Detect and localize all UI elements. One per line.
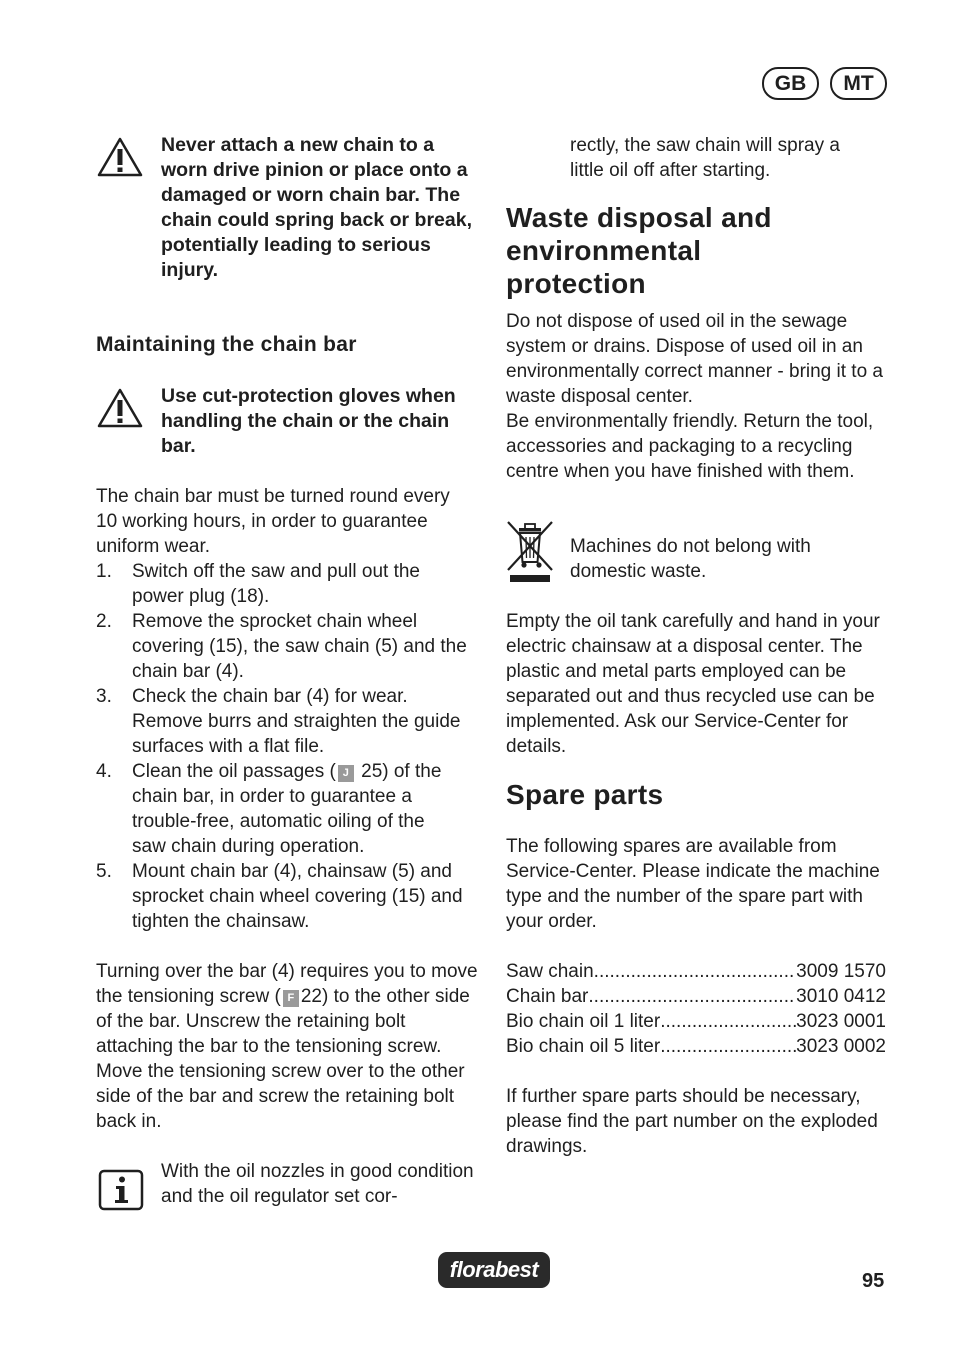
turning-text-post: 22) to the other side of the bar. Unscrew the retaining bolt attaching the bar to the tensioning screw. Move the tensioning screw over to the other side of the bar and screw the retaining bolt back in. xyxy=(96,986,470,1132)
turning-text-pre: Turning over the bar (4) requires you to move the tensioning screw ( xyxy=(96,961,478,1007)
waste-paragraph-1: Do not dispose of used oil in the sewage system or drains. Dispose of used oil in an environmentally correct manner - bring it to a waste disposal center. xyxy=(506,311,883,407)
list-item xyxy=(96,559,486,609)
section-heading-waste-disposal: Waste disposal and environmental protection xyxy=(506,202,772,299)
warning-icon xyxy=(97,387,143,429)
list-item-text: Check the chain bar (4) for wear. Remove burrs and straighten the guide surfaces with a flat file. xyxy=(132,686,461,757)
spare-part-number: 3023 0002 xyxy=(796,1036,886,1057)
section-heading-chain-bar: Maintaining the chain bar xyxy=(96,333,357,356)
bin-note-text: Machines do not belong with domestic waste. xyxy=(570,536,811,582)
warning-text-chain: Never attach a new chain to a worn drive pinion or place onto a damaged or worn chain bar. The chain could spring back or break, potentially leading to serious injury. xyxy=(161,134,473,281)
list-item xyxy=(96,609,486,684)
list-item xyxy=(96,859,486,934)
turning-bar-paragraph xyxy=(96,959,478,1134)
list-item xyxy=(96,684,486,759)
spare-part-number: 3010 0412 xyxy=(796,986,886,1007)
list-number: 1. xyxy=(96,561,112,582)
spare-part-number: 3009 1570 xyxy=(796,961,886,982)
list-number: 2. xyxy=(96,611,112,632)
leader-dots xyxy=(588,984,796,1009)
crossed-out-bin-icon xyxy=(504,520,556,586)
figure-ref-badge: F xyxy=(283,990,299,1007)
list-number: 4. xyxy=(96,761,112,782)
waste-paragraph-3: Empty the oil tank carefully and hand in your electric chainsaw at a disposal center. The plastic and metal parts employed can be separated out and thus recycled use can be implemented. Ask our Service-Center for details. xyxy=(506,611,880,757)
spare-part-name: Saw chain xyxy=(506,961,594,982)
info-note-text: With the oil nozzles in good condition and the oil regulator set cor- xyxy=(161,1161,474,1207)
waste-paragraph-2: Be environmentally friendly. Return the tool, accessories and packaging to a recycling centre when you have finished with them. xyxy=(506,411,874,482)
list-item-text: Mount chain bar (4), chainsaw (5) and sprocket chain wheel covering (15) and tighten the chainsaw. xyxy=(132,861,463,932)
section-heading-spare-parts: Spare parts xyxy=(506,779,664,810)
list-item xyxy=(96,759,486,859)
spare-part-row xyxy=(506,959,886,984)
spare-part-name: Bio chain oil 5 liter xyxy=(506,1036,661,1057)
list-number: 3. xyxy=(96,686,112,707)
leader-dots xyxy=(660,1009,796,1034)
lang-badge-mt: MT xyxy=(830,67,887,100)
leader-dots xyxy=(594,959,797,984)
leader-dots xyxy=(660,1034,796,1059)
spare-parts-intro: The following spares are available from Service-Center. Please indicate the machine type and the number of the spare part with your order. xyxy=(506,836,880,932)
spare-part-name: Bio chain oil 1 liter xyxy=(506,1011,661,1032)
info-note-continued: rectly, the saw chain will spray a little oil off after starting. xyxy=(570,135,840,181)
list-item-text: Remove the sprocket chain wheel covering (15), the saw chain (5) and the chain bar (4). xyxy=(132,611,467,682)
figure-ref-badge: J xyxy=(338,765,354,782)
spare-part-name: Chain bar xyxy=(506,986,589,1007)
page-number: 95 xyxy=(862,1270,885,1292)
florabest-logo: florabest xyxy=(438,1252,550,1288)
spare-part-row xyxy=(506,1009,886,1034)
warning-text-gloves: Use cut-protection gloves when handling the chain or the chain bar. xyxy=(161,385,456,457)
spare-parts-outro: If further spare parts should be necessary, please find the part number on the exploded drawings. xyxy=(506,1086,878,1157)
spare-part-row xyxy=(506,984,886,1009)
list-item-text-pre: Clean the oil passages ( xyxy=(132,761,336,782)
spare-part-number: 3023 0001 xyxy=(796,1011,886,1032)
list-item-text xyxy=(132,759,462,859)
lang-badge-gb: GB xyxy=(762,67,819,100)
list-item-text: Switch off the saw and pull out the power plug (18). xyxy=(132,561,420,607)
list-number: 5. xyxy=(96,861,112,882)
list-item-text-post: 25) of the chain bar, in order to guarantee a trouble-free, automatic oiling of the saw chain during operation. xyxy=(132,761,442,857)
spare-part-row xyxy=(506,1034,886,1059)
info-icon xyxy=(98,1169,144,1211)
warning-icon xyxy=(97,136,143,178)
chain-bar-intro: The chain bar must be turned round every 10 working hours, in order to guarantee uniform wear. xyxy=(96,486,450,557)
